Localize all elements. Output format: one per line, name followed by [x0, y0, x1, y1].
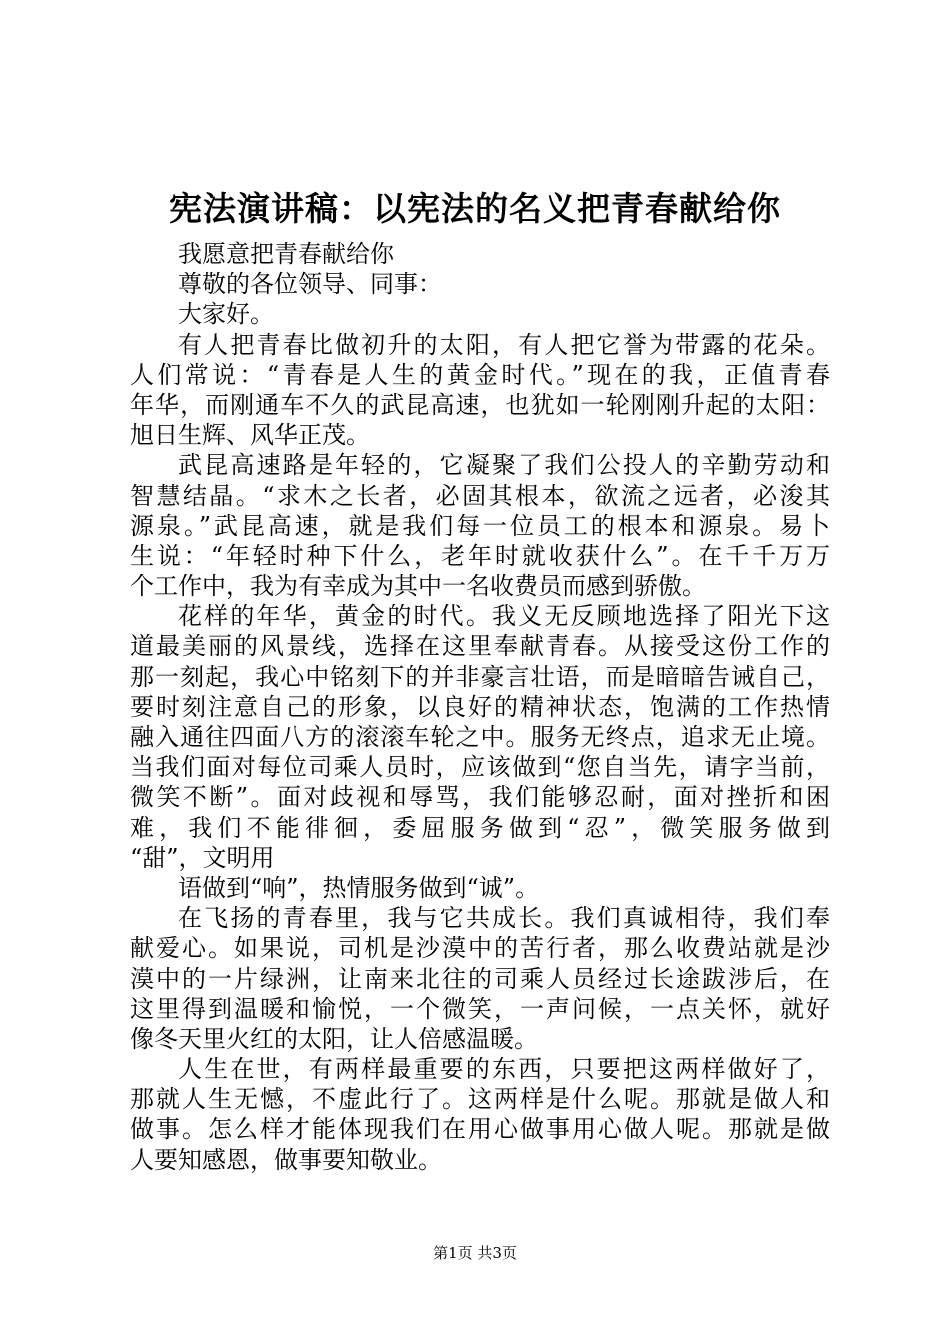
text-line: 个工作中，我为有幸成为其中一名收费员而感到骄傲。	[130, 572, 706, 601]
text-line: 那就人生无憾，不虚此行了。这两样是什么呢。那就是做人和	[130, 1085, 830, 1114]
text-line: 像冬天里火红的太阳，让人倍感温暖。	[130, 1024, 538, 1053]
text-line: 献爱心。如果说，司机是沙漠中的苦行者，那么收费站就是沙	[130, 934, 830, 963]
text-line: 我愿意把青春献给你	[178, 240, 394, 268]
text-line: 智慧结晶。“求木之长者，必固其根本，欲流之远者，必浚其	[130, 481, 830, 510]
text-line: 人们常说：“青春是人生的黄金时代。”现在的我，正值青春	[130, 360, 830, 389]
text-line: 有人把青春比做初升的太阳，有人把它誉为带露的花朵。	[178, 330, 830, 359]
text-line: 要时刻注意自己的形象，以良好的精神状态，饱满的工作热情	[130, 692, 830, 721]
text-line: 道最美丽的风景线，选择在这里奉献青春。从接受这份工作的	[130, 632, 830, 661]
page-footer: 第1页 共3页	[433, 1244, 517, 1262]
text-line: 武昆高速路是年轻的，它凝聚了我们公投人的辛勤劳动和	[178, 451, 830, 480]
document-title: 宪法演讲稿：以宪法的名义把青春献给你	[169, 189, 781, 228]
text-line: 漠中的一片绿洲，让南来北往的司乘人员经过长途跋涉后，在	[130, 964, 830, 993]
text-line: 人要知感恩，做事要知敬业。	[130, 1145, 442, 1174]
text-line: 做事。怎么样才能体现我们在用心做事用心做人呢。那就是做	[130, 1115, 830, 1144]
text-line: 在飞扬的青春里，我与它共成长。我们真诚相待，我们奉	[178, 904, 830, 933]
text-line: 语做到“响”，热情服务做到“诚”。	[178, 873, 540, 902]
text-line: 那一刻起，我心中铭刻下的并非豪言壮语，而是暗暗告诫自己，	[130, 662, 830, 691]
text-line: 融入通往四面八方的滚滚车轮之中。服务无终点，追求无止境。	[130, 723, 830, 751]
text-line: 花样的年华，黄金的时代。我义无反顾地选择了阳光下这	[178, 602, 830, 631]
text-line: 生说：“年轻时种下什么，老年时就收获什么”。在千千万万	[130, 541, 830, 570]
text-line: 难，我们不能徘徊，委屈服务做到“忍”，微笑服务做到	[130, 813, 830, 842]
document-body	[130, 239, 830, 1175]
text-line: 人生在世，有两样最重要的东西，只要把这两样做好了，	[178, 1055, 830, 1084]
text-line: 微笑不断”。面对歧视和辱骂，我们能够忍耐，面对挫折和困	[130, 783, 830, 812]
text-line: 旭日生辉、风华正茂。	[130, 421, 370, 450]
text-line: “甜”，文明用	[130, 843, 275, 872]
text-line: 这里得到温暖和愉悦，一个微笑，一声问候，一点关怀，就好	[130, 994, 830, 1023]
text-line: 大家好。	[178, 300, 274, 329]
text-line: 尊敬的各位领导、同事：	[178, 270, 442, 299]
text-line: 年华，而刚通车不久的武昆高速，也犹如一轮刚刚升起的太阳：	[130, 390, 830, 419]
text-line: 当我们面对每位司乘人员时，应该做到“您自当先，请字当前，	[130, 753, 830, 782]
text-line: 源泉。”武昆高速，就是我们每一位员工的根本和源泉。易卜	[130, 511, 830, 540]
